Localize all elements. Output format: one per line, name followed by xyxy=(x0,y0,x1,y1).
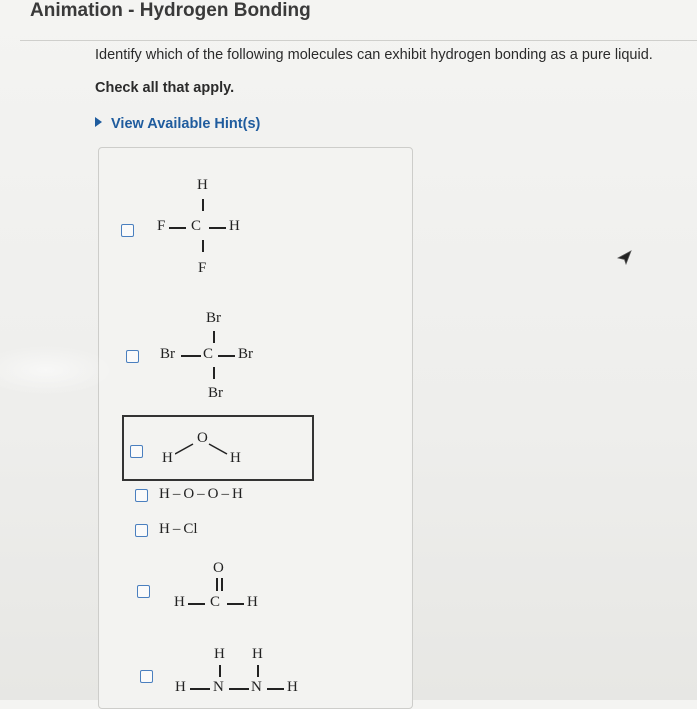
atom-bottom: F xyxy=(198,260,207,276)
mouse-pointer-icon xyxy=(617,250,633,268)
atom-top-right: H xyxy=(252,646,263,662)
screen-glare xyxy=(0,345,115,395)
double-bond xyxy=(221,578,223,591)
option-checkbox[interactable] xyxy=(135,524,148,537)
formula: H – O – O – H xyxy=(159,486,243,502)
bond xyxy=(209,227,226,229)
option-checkbox[interactable] xyxy=(135,489,148,502)
atom-right: H xyxy=(287,679,298,695)
atom-left: H xyxy=(174,594,185,610)
atom-top-left: H xyxy=(214,646,225,662)
option-checkbox[interactable] xyxy=(137,585,150,598)
bond xyxy=(202,199,204,211)
bond xyxy=(257,665,259,677)
atom-center: C xyxy=(203,346,214,362)
option-checkbox[interactable] xyxy=(121,224,134,237)
atom-center: C xyxy=(191,218,202,234)
double-bond xyxy=(216,578,218,591)
formula: H – Cl xyxy=(159,521,198,537)
question-prompt: Identify which of the following molecules can exhibit hydrogen bonding as a pure liquid. xyxy=(95,47,653,63)
bond xyxy=(188,603,205,605)
bond xyxy=(169,227,186,229)
atom-top: O xyxy=(213,560,224,576)
atom-right: H xyxy=(229,218,240,234)
bond xyxy=(213,331,215,343)
atom-left: F xyxy=(157,218,166,234)
option-checkbox[interactable] xyxy=(130,445,143,458)
atom-left: Br xyxy=(160,346,175,362)
bond xyxy=(219,665,221,677)
bond xyxy=(213,367,215,379)
question-instruction: Check all that apply. xyxy=(95,80,235,96)
atom-right: H xyxy=(247,594,258,610)
header-divider xyxy=(20,40,697,41)
bond xyxy=(190,688,210,690)
bond xyxy=(181,355,201,357)
atom-center: C xyxy=(210,594,221,610)
atom-right: Br xyxy=(238,346,253,362)
atom-top: Br xyxy=(206,310,221,326)
bond xyxy=(218,355,235,357)
view-hints-link[interactable] xyxy=(95,116,260,132)
bond xyxy=(202,240,204,252)
atom-left: H xyxy=(175,679,186,695)
atom-center: O xyxy=(197,430,208,446)
bond xyxy=(227,603,244,605)
bond xyxy=(267,688,284,690)
atom-n1: N xyxy=(213,679,224,695)
hint-label: View Available Hint(s) xyxy=(111,116,261,132)
atom-left: H xyxy=(162,450,173,466)
option-checkbox[interactable] xyxy=(126,350,139,363)
atom-bottom: Br xyxy=(208,385,223,401)
atom-n2: N xyxy=(251,679,262,695)
expand-triangle-icon xyxy=(95,117,102,127)
option-checkbox[interactable] xyxy=(140,670,153,683)
atom-top: H xyxy=(197,177,208,193)
page-title: Animation - Hydrogen Bonding xyxy=(30,0,311,21)
bond xyxy=(229,688,249,690)
atom-right: H xyxy=(230,450,241,466)
